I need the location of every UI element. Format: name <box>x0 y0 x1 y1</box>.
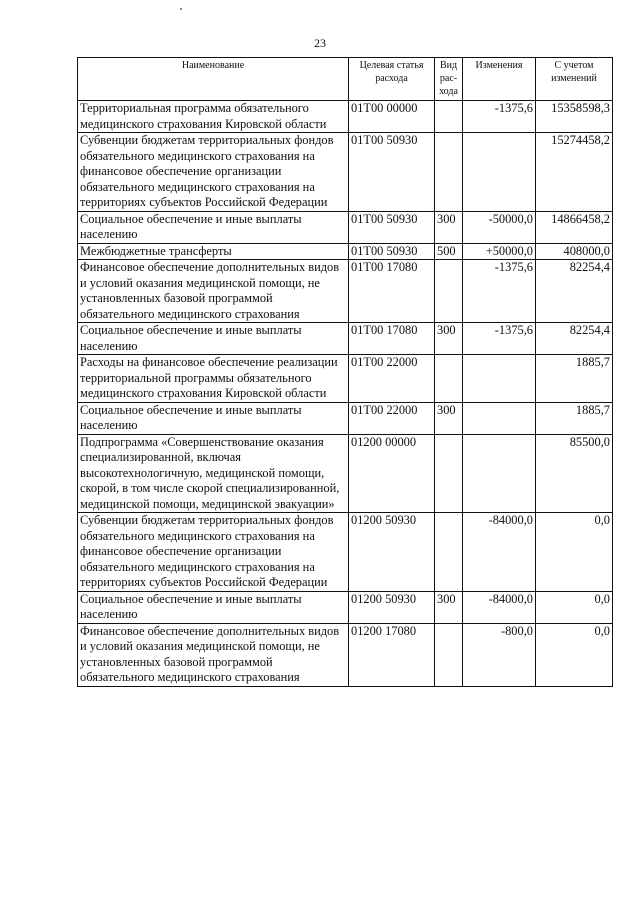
header-change: Изменения <box>463 58 536 101</box>
row-change: -84000,0 <box>463 591 536 623</box>
row-name: Подпрограмма «Совершенствование оказания специализированной, включая высокотехнологичную, медицинской помощи, скорой, в том числе скорой специализированной, медицинской помощи, медицинской эвакуации» <box>78 434 349 513</box>
row-code: 01Т00 00000 <box>349 101 435 133</box>
row-kind: 500 <box>435 243 463 260</box>
row-code: 01Т00 22000 <box>349 402 435 434</box>
row-total: 82254,4 <box>536 260 613 323</box>
header-code: Целевая статья расхода <box>349 58 435 101</box>
table-header-row <box>78 58 613 101</box>
row-kind: 300 <box>435 402 463 434</box>
table-row <box>78 323 613 355</box>
row-code: 01200 50930 <box>349 513 435 592</box>
scan-speck <box>180 8 182 10</box>
row-name: Социальное обеспечение и иные выплаты населению <box>78 323 349 355</box>
row-name: Территориальная программа обязательного медицинского страхования Кировской области <box>78 101 349 133</box>
row-total: 15274458,2 <box>536 133 613 212</box>
row-total: 0,0 <box>536 623 613 686</box>
row-change: -84000,0 <box>463 513 536 592</box>
table-row <box>78 355 613 403</box>
budget-table <box>77 57 613 687</box>
row-change: -50000,0 <box>463 211 536 243</box>
table-row <box>78 101 613 133</box>
row-total: 0,0 <box>536 513 613 592</box>
row-name: Субвенции бюджетам территориальных фондов обязательного медицинского страхования на финансовое обеспечение организации обязательного медицинского страхования на территориях субъектов Российской Федерации <box>78 513 349 592</box>
row-code: 01Т00 50930 <box>349 243 435 260</box>
table-row <box>78 402 613 434</box>
row-name: Социальное обеспечение и иные выплаты населению <box>78 591 349 623</box>
row-code: 01200 00000 <box>349 434 435 513</box>
row-code: 01200 17080 <box>349 623 435 686</box>
row-change: -800,0 <box>463 623 536 686</box>
row-code: 01Т00 50930 <box>349 211 435 243</box>
row-total: 408000,0 <box>536 243 613 260</box>
row-change: -1375,6 <box>463 260 536 323</box>
row-change: -1375,6 <box>463 101 536 133</box>
table-row <box>78 513 613 592</box>
table-row <box>78 623 613 686</box>
row-change <box>463 434 536 513</box>
table-row <box>78 211 613 243</box>
header-total: С учетом изменений <box>536 58 613 101</box>
table-row <box>78 591 613 623</box>
table-row <box>78 133 613 212</box>
table-row <box>78 434 613 513</box>
row-name: Финансовое обеспечение дополнительных видов и условий оказания медицинской помощи, не установленных базовой программой обязательного медицинского страхования <box>78 623 349 686</box>
row-name: Расходы на финансовое обеспечение реализации территориальной программы обязательного медицинского страхования Кировской области <box>78 355 349 403</box>
row-kind: 300 <box>435 323 463 355</box>
row-change <box>463 402 536 434</box>
row-code: 01Т00 17080 <box>349 260 435 323</box>
row-code: 01Т00 22000 <box>349 355 435 403</box>
row-name: Финансовое обеспечение дополнительных видов и условий оказания медицинской помощи, не установленных базовой программой обязательного медицинского страхования <box>78 260 349 323</box>
table-row <box>78 243 613 260</box>
row-name: Социальное обеспечение и иные выплаты населению <box>78 211 349 243</box>
row-kind <box>435 434 463 513</box>
row-total: 0,0 <box>536 591 613 623</box>
row-name: Межбюджетные трансферты <box>78 243 349 260</box>
row-total: 15358598,3 <box>536 101 613 133</box>
table-row <box>78 260 613 323</box>
row-total: 1885,7 <box>536 402 613 434</box>
row-change: +50000,0 <box>463 243 536 260</box>
row-kind: 300 <box>435 591 463 623</box>
row-kind <box>435 260 463 323</box>
header-kind: Вид рас-хода <box>435 58 463 101</box>
row-code: 01200 50930 <box>349 591 435 623</box>
page-number: 23 <box>314 36 326 50</box>
row-code: 01Т00 50930 <box>349 133 435 212</box>
row-name: Социальное обеспечение и иные выплаты населению <box>78 402 349 434</box>
row-total: 1885,7 <box>536 355 613 403</box>
row-kind <box>435 513 463 592</box>
row-change: -1375,6 <box>463 323 536 355</box>
row-name: Субвенции бюджетам территориальных фондов обязательного медицинского страхования на финансовое обеспечение организации обязательного медицинского страхования на территориях субъектов Российской Федерации <box>78 133 349 212</box>
row-total: 82254,4 <box>536 323 613 355</box>
row-kind <box>435 355 463 403</box>
row-kind <box>435 133 463 212</box>
row-kind <box>435 623 463 686</box>
row-change <box>463 133 536 212</box>
row-code: 01Т00 17080 <box>349 323 435 355</box>
row-kind <box>435 101 463 133</box>
row-total: 85500,0 <box>536 434 613 513</box>
row-total: 14866458,2 <box>536 211 613 243</box>
header-name: Наименование <box>78 58 349 101</box>
row-kind: 300 <box>435 211 463 243</box>
row-change <box>463 355 536 403</box>
